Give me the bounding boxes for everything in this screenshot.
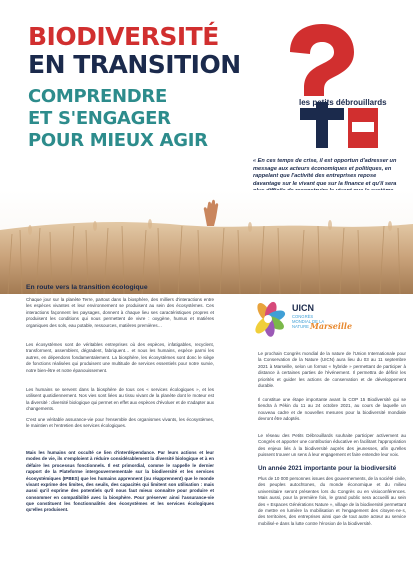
uicn-line-1: CONGRÈS	[292, 314, 314, 319]
subtitle-line-3: POUR MIEUX AGIR	[28, 130, 208, 151]
left-paragraph-5: Mais les humains ont occulté ce lien d'interdépendance. Par leurs actions et leur modes de vie, ils s'emploient à réduire considérablement la diversité biologique et à en défaire les processus fonctionnels. Il est primordial, comme le rappelle le dernier rapport de la Plateforme intergouvernementale sur la biodiversité et les services écosystémiques (IPBES) que les humains apprennent (ou réapprennent) que le monde vivant exprime des limites, des seuils, des capacités qui limitent son utilisation : mais aussi qu'il exprime des potentiels qu'il nous faut mieux connaître pour produire et consommer en compatibilité avec la biosphère. Pour préserver ainsi l'assurance-vie que constituent les fonctionnalités des écosystèmes et les services écologiques qu'elles produisent.	[26, 450, 214, 513]
subtitle-line-1: COMPRENDRE	[28, 86, 167, 107]
uicn-line-2: MONDIAL DE LA	[292, 319, 325, 324]
right-paragraph-4: Plus de 10 000 personnes issues des gouvernements, de la société civile, des peuples autochtones, du monde économique et du milieu universitaire seront présentes lors du Congrès ou en visioconférences. Mais aussi, pour la première fois, le grand public sera accueilli au sein des « Espaces Générations Nature », village de la biodiversité permettant de mettre en lumière la mobilisation et l'engagement des citoyen·ne·s, des territoires, des entreprises ainsi que de tout autre acteur au service mobilisé·e dans la lutte contre l'érosion de la biodiversité.	[258, 476, 406, 526]
right-paragraph-3: Le réseau des Petits Débrouillards souhaite participer activement au Congrès et apporter une contribution éducative en facilitant l'appropriation des enjeux liés à la biodiversité auprès des jeunesses, afin qu'elles puissent trouver un sens à leur engagement et faire entendre leur voix.	[258, 433, 406, 458]
left-paragraph-3: Les humains se servent dans la biosphère de tous ces « services écologiques », et les utilisent quotidiennement. Nos vies sont liées au tissu vivant de la planète dont le moteur est la diversité : diversité biologique qui permet en effet aux espèces d'évoluer et de s'adapter aux changements.	[26, 387, 214, 412]
left-paragraph-1: Chaque jour sur la planète Terre, partout dans la biosphère, des milliers d'interactions entre les espèces vivantes et leur environnement se produisent au sein des écosystèmes. Ces interactions façonnent les paysages, donnent à chaque lieu ses caractéristiques propres et produisent les conditions qui nous permettent de vivre : oxygène, humus et matières organiques des sols, eau potable, ressources, matières premières…	[26, 297, 214, 328]
left-paragraph-4: C'est une véritable assurance-vie pour l'ensemble des organismes vivants, les écosystèmes, le maintien et l'entretien des services écologiques.	[26, 417, 214, 429]
title-line-2: EN TRANSITION	[28, 50, 241, 79]
petits-debrouillards-logo	[272, 20, 397, 150]
title-line-1: BIODIVERSITÉ	[28, 22, 219, 51]
left-paragraph-2: Les écosystèmes sont de véritables entreprises où des espèces, infatigables, recyclent, transforment, assemblent, dégradent, fabriquent… et nous les humains, espèce parmi les autres, en dépendons fondamentalement. La biosphère, les écosystèmes sont donc le siège de fonctions réalisées qui produisent une multitude de services essentiels pour notre survie, notre bien-être et notre épanouissement.	[26, 342, 214, 373]
subtitle-line-2: ET S'ENGAGER	[28, 108, 171, 129]
right-section-heading: Un année 2021 importante pour la biodiversité	[258, 465, 397, 472]
uicn-congress-logo	[252, 297, 372, 341]
uicn-line-3: NATURE	[292, 324, 309, 329]
logo-wordmark: les petits débrouillards	[299, 98, 387, 107]
quote-text: « En ces temps de crise, il est opportun d'adresser un message aux acteurs économiques et politiques, en rappelant que l'activité des entreprises repose davantage sur le vivant que sur la finance et qu'il sera	[253, 158, 397, 187]
uicn-flower-icon	[253, 300, 287, 337]
right-paragraph-1: Le prochain Congrès mondial de la nature de l'Union Internationale pour la Conservation de la Nature (UICN) aura lieu du 03 au 11 septembre 2021 à Marseille, selon un format « hybride » permettant de participer à distance à certaines parties de l'événement. Il permettra de définir les priorités et guider les actions de conservation et de développement durable.	[258, 351, 406, 388]
uicn-city: Marseille	[310, 321, 353, 331]
right-paragraph-2: Il constitue une étape importante avant la COP 15 Biodiversité qui se tiendra à Pékin du 11 au 24 octobre 2021, au cours de laquelle un nouveau cadre et de nouvelles mesures pour la biodiversité mondiale devront être adoptés.	[258, 397, 406, 422]
left-section-heading: En route vers la transition écologique	[26, 284, 148, 291]
wheat-field-photo	[0, 190, 413, 294]
uicn-acronym: UICN	[292, 303, 314, 313]
